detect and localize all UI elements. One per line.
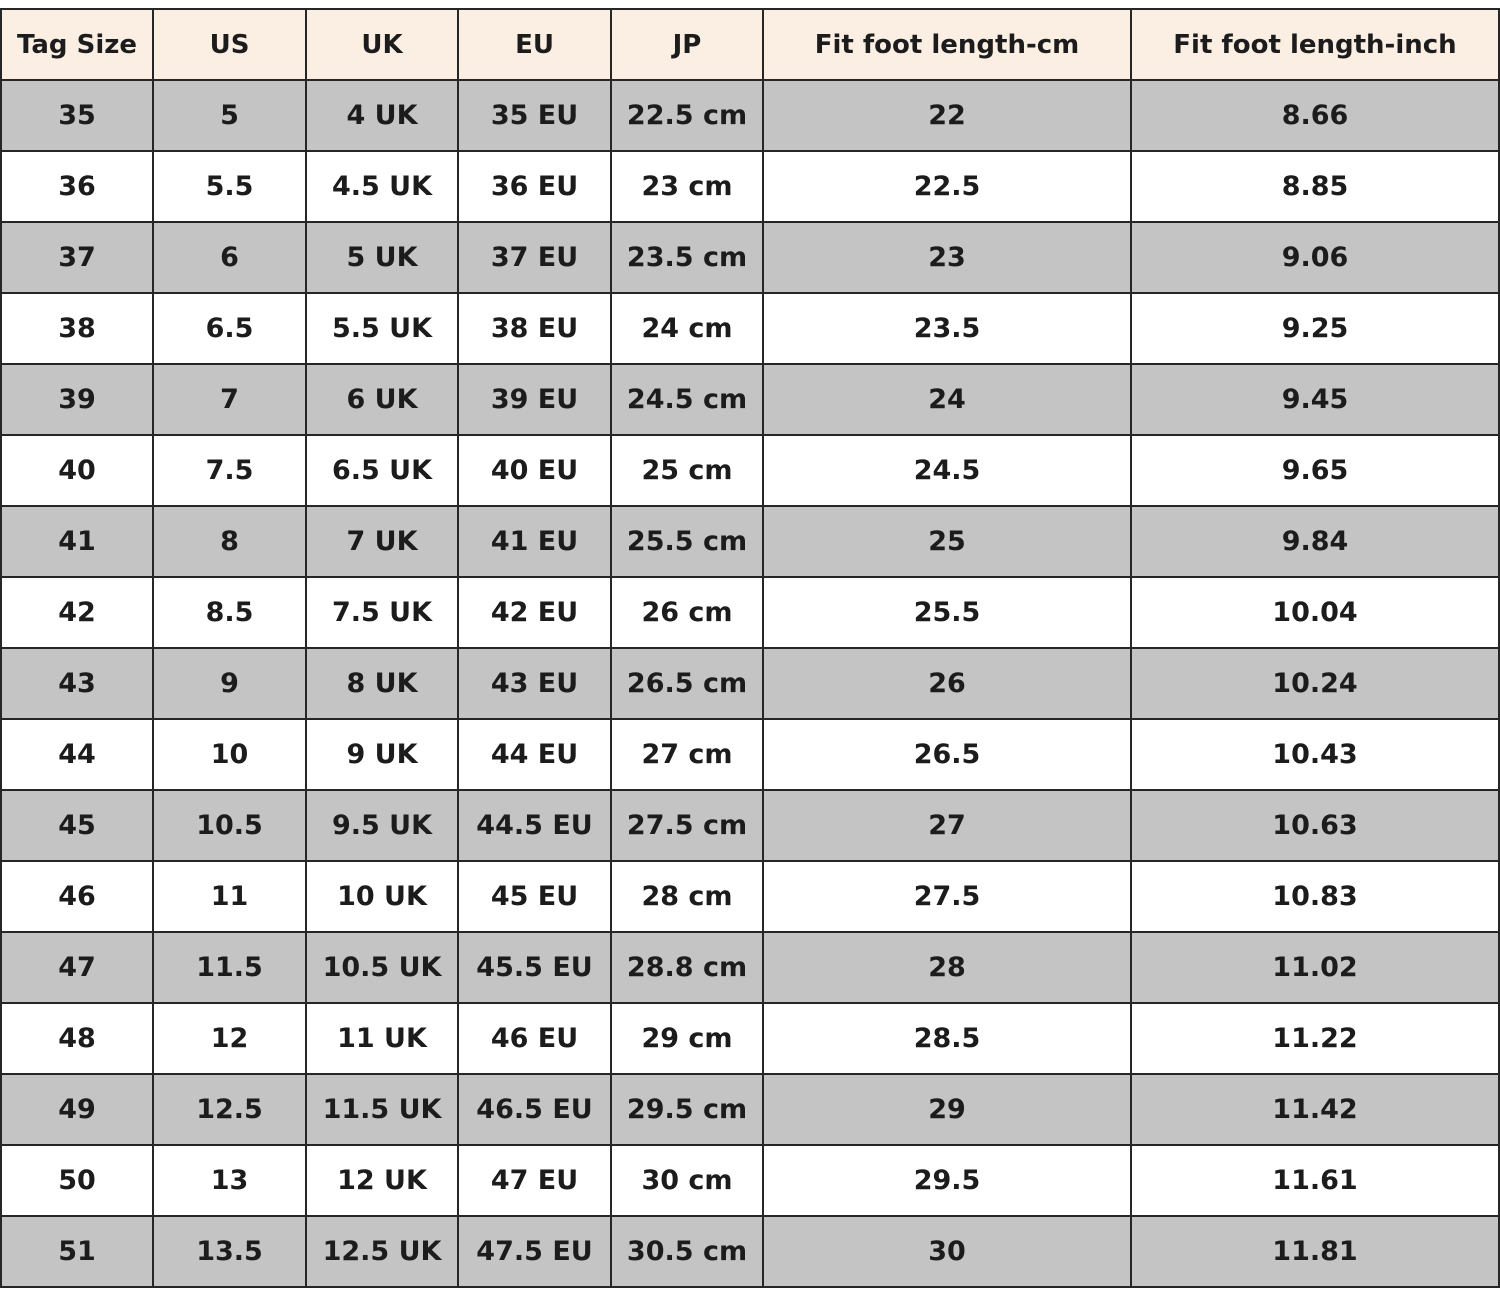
cell-eu: 39 EU <box>458 364 611 435</box>
cell-uk: 11.5 UK <box>306 1074 458 1145</box>
cell-foot-length-cm: 25 <box>763 506 1131 577</box>
cell-jp: 24.5 cm <box>611 364 763 435</box>
cell-jp: 26.5 cm <box>611 648 763 719</box>
cell-eu: 38 EU <box>458 293 611 364</box>
cell-foot-length-cm: 25.5 <box>763 577 1131 648</box>
cell-foot-length-cm: 22.5 <box>763 151 1131 222</box>
cell-foot-length-inch: 9.25 <box>1131 293 1499 364</box>
cell-foot-length-cm: 28 <box>763 932 1131 1003</box>
cell-eu: 44.5 EU <box>458 790 611 861</box>
cell-us: 7 <box>153 364 306 435</box>
table-row <box>1 719 1499 790</box>
cell-us: 9 <box>153 648 306 719</box>
cell-jp: 28 cm <box>611 861 763 932</box>
cell-uk: 11 UK <box>306 1003 458 1074</box>
table-row <box>1 151 1499 222</box>
header-jp: JP <box>611 9 763 80</box>
table-row <box>1 932 1499 1003</box>
cell-eu: 43 EU <box>458 648 611 719</box>
cell-foot-length-cm: 30 <box>763 1216 1131 1287</box>
cell-foot-length-inch: 10.83 <box>1131 861 1499 932</box>
cell-foot-length-inch: 8.66 <box>1131 80 1499 151</box>
cell-eu: 36 EU <box>458 151 611 222</box>
cell-jp: 27.5 cm <box>611 790 763 861</box>
cell-foot-length-cm: 29.5 <box>763 1145 1131 1216</box>
cell-eu: 45 EU <box>458 861 611 932</box>
cell-us: 11.5 <box>153 932 306 1003</box>
cell-foot-length-inch: 10.24 <box>1131 648 1499 719</box>
cell-jp: 30.5 cm <box>611 1216 763 1287</box>
cell-uk: 6 UK <box>306 364 458 435</box>
cell-us: 5 <box>153 80 306 151</box>
table-row <box>1 648 1499 719</box>
cell-tag-size: 41 <box>1 506 153 577</box>
cell-tag-size: 43 <box>1 648 153 719</box>
cell-foot-length-cm: 29 <box>763 1074 1131 1145</box>
table-row <box>1 861 1499 932</box>
cell-foot-length-inch: 11.81 <box>1131 1216 1499 1287</box>
header-us: US <box>153 9 306 80</box>
header-foot-length-inch: Fit foot length-inch <box>1131 9 1499 80</box>
cell-uk: 10 UK <box>306 861 458 932</box>
cell-foot-length-cm: 23 <box>763 222 1131 293</box>
cell-foot-length-cm: 24.5 <box>763 435 1131 506</box>
cell-us: 6.5 <box>153 293 306 364</box>
cell-tag-size: 40 <box>1 435 153 506</box>
cell-us: 7.5 <box>153 435 306 506</box>
cell-jp: 28.8 cm <box>611 932 763 1003</box>
cell-tag-size: 38 <box>1 293 153 364</box>
cell-foot-length-cm: 24 <box>763 364 1131 435</box>
cell-eu: 42 EU <box>458 577 611 648</box>
cell-us: 10 <box>153 719 306 790</box>
cell-tag-size: 37 <box>1 222 153 293</box>
cell-foot-length-inch: 9.84 <box>1131 506 1499 577</box>
table-row <box>1 435 1499 506</box>
cell-tag-size: 46 <box>1 861 153 932</box>
cell-foot-length-inch: 11.02 <box>1131 932 1499 1003</box>
cell-foot-length-inch: 10.63 <box>1131 790 1499 861</box>
table-row <box>1 222 1499 293</box>
cell-uk: 4.5 UK <box>306 151 458 222</box>
cell-foot-length-cm: 26 <box>763 648 1131 719</box>
cell-tag-size: 50 <box>1 1145 153 1216</box>
table-row <box>1 293 1499 364</box>
cell-foot-length-inch: 10.04 <box>1131 577 1499 648</box>
cell-foot-length-cm: 27 <box>763 790 1131 861</box>
cell-uk: 8 UK <box>306 648 458 719</box>
cell-jp: 27 cm <box>611 719 763 790</box>
cell-us: 12.5 <box>153 1074 306 1145</box>
cell-foot-length-inch: 9.45 <box>1131 364 1499 435</box>
header-uk: UK <box>306 9 458 80</box>
cell-foot-length-inch: 9.65 <box>1131 435 1499 506</box>
cell-eu: 40 EU <box>458 435 611 506</box>
cell-eu: 44 EU <box>458 719 611 790</box>
cell-us: 13 <box>153 1145 306 1216</box>
table-row <box>1 1145 1499 1216</box>
cell-uk: 9 UK <box>306 719 458 790</box>
cell-eu: 37 EU <box>458 222 611 293</box>
table-row <box>1 577 1499 648</box>
cell-uk: 6.5 UK <box>306 435 458 506</box>
cell-eu: 35 EU <box>458 80 611 151</box>
cell-eu: 45.5 EU <box>458 932 611 1003</box>
cell-foot-length-inch: 11.42 <box>1131 1074 1499 1145</box>
cell-jp: 24 cm <box>611 293 763 364</box>
cell-foot-length-inch: 11.61 <box>1131 1145 1499 1216</box>
cell-tag-size: 48 <box>1 1003 153 1074</box>
table-row <box>1 790 1499 861</box>
cell-uk: 7.5 UK <box>306 577 458 648</box>
cell-tag-size: 39 <box>1 364 153 435</box>
header-eu: EU <box>458 9 611 80</box>
cell-jp: 25 cm <box>611 435 763 506</box>
cell-tag-size: 45 <box>1 790 153 861</box>
cell-eu: 46.5 EU <box>458 1074 611 1145</box>
cell-foot-length-cm: 27.5 <box>763 861 1131 932</box>
header-tag-size: Tag Size <box>1 9 153 80</box>
header-foot-length-cm: Fit foot length-cm <box>763 9 1131 80</box>
cell-us: 6 <box>153 222 306 293</box>
cell-uk: 4 UK <box>306 80 458 151</box>
cell-us: 10.5 <box>153 790 306 861</box>
cell-foot-length-inch: 9.06 <box>1131 222 1499 293</box>
cell-eu: 46 EU <box>458 1003 611 1074</box>
cell-us: 12 <box>153 1003 306 1074</box>
cell-tag-size: 51 <box>1 1216 153 1287</box>
cell-uk: 5 UK <box>306 222 458 293</box>
cell-uk: 7 UK <box>306 506 458 577</box>
cell-uk: 12 UK <box>306 1145 458 1216</box>
cell-jp: 30 cm <box>611 1145 763 1216</box>
cell-us: 13.5 <box>153 1216 306 1287</box>
cell-foot-length-inch: 10.43 <box>1131 719 1499 790</box>
cell-uk: 10.5 UK <box>306 932 458 1003</box>
cell-foot-length-cm: 22 <box>763 80 1131 151</box>
cell-tag-size: 49 <box>1 1074 153 1145</box>
cell-uk: 5.5 UK <box>306 293 458 364</box>
table-row <box>1 80 1499 151</box>
cell-jp: 23 cm <box>611 151 763 222</box>
cell-jp: 22.5 cm <box>611 80 763 151</box>
cell-eu: 47.5 EU <box>458 1216 611 1287</box>
cell-jp: 26 cm <box>611 577 763 648</box>
table-row <box>1 1003 1499 1074</box>
cell-tag-size: 44 <box>1 719 153 790</box>
cell-foot-length-cm: 23.5 <box>763 293 1131 364</box>
table-row <box>1 1216 1499 1287</box>
cell-tag-size: 35 <box>1 80 153 151</box>
table-row <box>1 506 1499 577</box>
cell-tag-size: 42 <box>1 577 153 648</box>
cell-foot-length-cm: 26.5 <box>763 719 1131 790</box>
cell-foot-length-inch: 11.22 <box>1131 1003 1499 1074</box>
cell-uk: 12.5 UK <box>306 1216 458 1287</box>
cell-us: 5.5 <box>153 151 306 222</box>
size-chart-table <box>0 8 1500 1288</box>
cell-jp: 29.5 cm <box>611 1074 763 1145</box>
cell-eu: 41 EU <box>458 506 611 577</box>
cell-jp: 23.5 cm <box>611 222 763 293</box>
cell-jp: 25.5 cm <box>611 506 763 577</box>
cell-us: 11 <box>153 861 306 932</box>
cell-foot-length-cm: 28.5 <box>763 1003 1131 1074</box>
cell-eu: 47 EU <box>458 1145 611 1216</box>
table-row <box>1 1074 1499 1145</box>
cell-tag-size: 36 <box>1 151 153 222</box>
cell-uk: 9.5 UK <box>306 790 458 861</box>
table-row <box>1 364 1499 435</box>
cell-foot-length-inch: 8.85 <box>1131 151 1499 222</box>
cell-tag-size: 47 <box>1 932 153 1003</box>
cell-jp: 29 cm <box>611 1003 763 1074</box>
cell-us: 8 <box>153 506 306 577</box>
cell-us: 8.5 <box>153 577 306 648</box>
header-row <box>1 9 1499 80</box>
